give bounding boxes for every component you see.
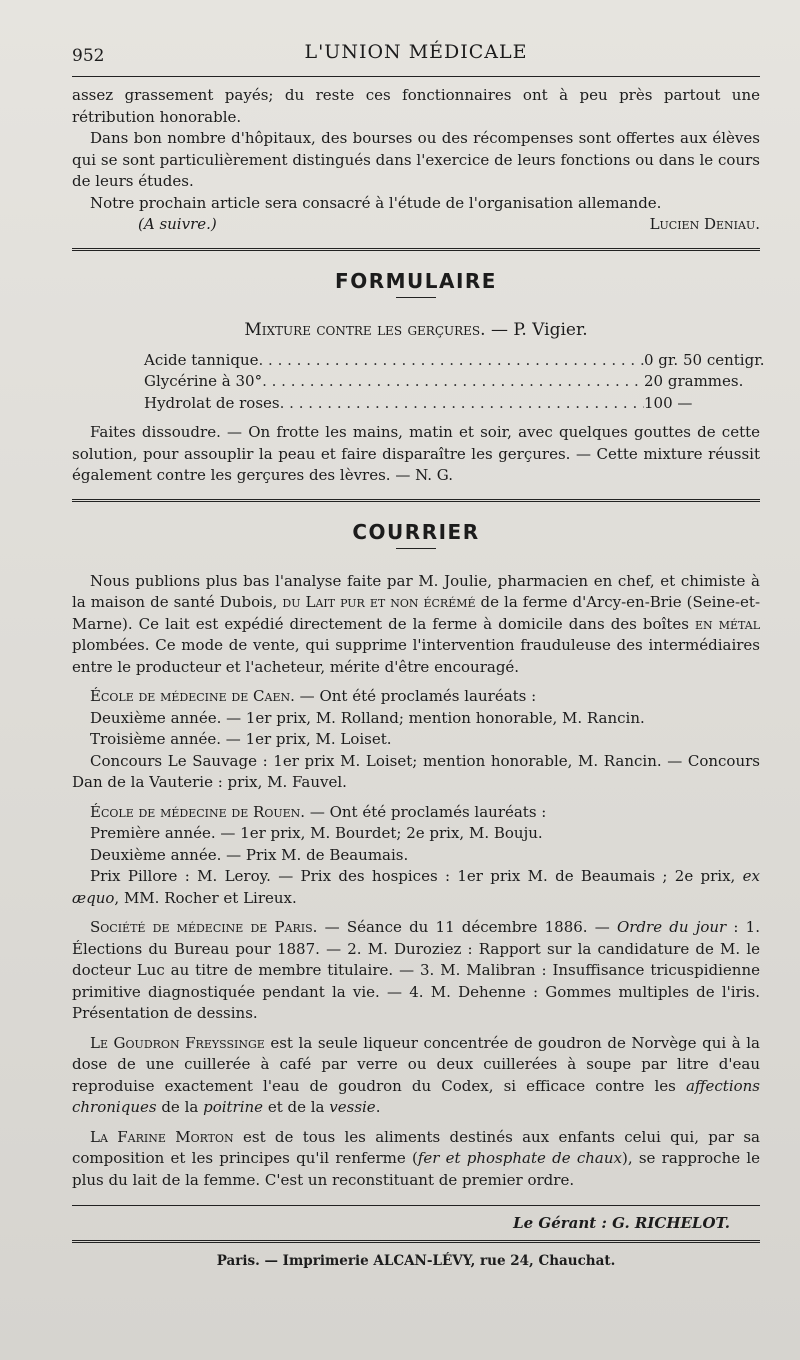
ingredient-qty: 0 gr. 50 centigr. [644,350,765,369]
ingredient-name: Hydrolat de roses [144,393,280,412]
ingredient-qty: 20 grammes. [644,372,744,390]
rouen-line: Deuxième année. — Prix M. de Beaumais. [90,845,409,864]
opening-paragraph-1: assez grassement payés; du reste ces fonctionnaires ont à peu près partout une rétribution honorable. [72,86,760,126]
recipe-author: P. Vigier. [513,319,588,340]
ingredient-name: Glycérine à 30° [144,372,263,390]
heading-underline [396,297,436,298]
journal-title: L'UNION MÉDICALE [304,41,528,63]
recipe-title [72,320,760,340]
section-rule-1 [72,248,760,251]
heading-underline [396,548,436,549]
opening-paragraph-3: Notre prochain article sera consacré à l'étude de l'organisation allemande. [90,193,662,212]
ingredient-list [144,350,765,415]
header-rule [72,76,760,77]
running-header [72,38,760,68]
formulaire-heading: FORMULAIRE [335,268,497,293]
rouen-line: Première année. — 1er prix, M. Bourdet; 2e prix, M. Bouju. [90,824,543,842]
courrier-heading: COURRIER [352,519,480,544]
ingredient-row [144,371,744,393]
recipe-title-dash: — [490,319,508,340]
ingredient-name: Acide tannique [144,350,259,369]
caen-line: Deuxième année. — 1er prix, M. Rolland; mention honorable, M. Rancin. [90,708,645,727]
caen-line: Concours Le Sauvage : 1er prix M. Loiset; mention honorable, M. Rancin. — Concours Dan de la Vauterie : prix, M. Fauvel. [72,751,760,791]
rouen-prix: Prix Pillore : M. Leroy. — Prix des hospices : 1er prix M. de Beaumais ; 2e prix, ex æquo, MM. Rocher et Lireux. [72,867,760,907]
opening-paragraph-2: Dans bon nombre d'hôpitaux, des bourses ou des récompenses sont offertes aux élèves qui se sont particulièrement distingués dans l'exercice de leurs fonctions ou dans le cours de leurs études. [72,129,760,190]
ingredient-qty: 100 — [644,393,693,412]
recipe-name: Mixture contre les gerçures. [244,319,486,340]
paris-society-paragraph: Société de médecine de Paris. — Séance du 11 décembre 1886. — Ordre du jour : 1. Élections du Bureau pour 1887. — 2. M. Duroziez : Rapport sur la candidature de M. le docteur Luc au titre de membre titulaire. — 3. M. Malibran : Insuffisance tricuspidienne primitive diagnostiquée pendant la vie. — 4. M. Dehenne : Gommes multiples de l'iris. Présentation de dessins. [72,918,760,1022]
leader-dots [280,393,644,415]
ingredient-row [144,350,765,372]
author-signature: Lucien Deniau. [649,215,760,233]
formulaire-text: Faites dissoudre. — On frotte les mains, matin et soir, avec quelques gouttes de cette solution, pour assouplir la peau et faire disparaître les gerçures. — Cette mixture réussit également contre les gerçures des lèvres. — N. G. [72,423,760,484]
section-rule-2 [72,499,760,502]
ingredient-row [144,393,744,415]
farine-paragraph: La Farine Morton est de tous les aliments destinés aux enfants celui qui, par sa composition et les principes qu'il renferme (fer et phosphate de chaux), se rapproche le plus du lait de la femme. C'est un reconstituant de premier ordre. [72,1127,761,1189]
leader-dots [259,350,644,372]
goudron-paragraph: Le Goudron Freyssinge est la seule liqueur concentrée de goudron de Norvège qui à la dose de une cuillerée à café par verre ou deux cuillerées à soupe par litre d'eau reproduise exactement l'eau de goudron du Codex, si efficace contre les affections chroniques de la poitrine et de la vessie. [72,1033,760,1116]
a-suivre: (A suivre.) [138,215,217,233]
footer-rule [72,1205,760,1206]
imprint-rule [72,1240,760,1243]
caen-intro: École de médecine de Caen. — Ont été proclamés lauréats : [90,687,537,705]
caen-line: Troisième année. — 1er prix, M. Loiset. [90,730,392,748]
gerant-signature: Le Gérant : G. RICHELOT. [513,1214,730,1232]
courrier-paragraph-lait: Nous publions plus bas l'analyse faite par M. Joulie, pharmacien en chef, et chimiste à la maison de santé Dubois, du Lait pur et non écrémé de la ferme d'Arcy-en-Brie (Seine-et-Marne). Ce lait est expédié directement de la ferme à domicile dans des boîtes en métal plombées. Ce mode de vente, qui supprime l'intervention frauduleuse des intermédiaires entre le producteur et l'acheteur, mérite d'être encouragé. [72,571,761,676]
page-number: 952 [72,46,105,66]
rouen-intro: École de médecine de Rouen. — Ont été proclamés lauréats : [90,802,547,821]
printer-imprint: Paris. — Imprimerie ALCAN-LÉVY, rue 24, Chauchat. [216,1253,616,1269]
leader-dots [262,371,644,393]
signature-line [72,214,760,236]
